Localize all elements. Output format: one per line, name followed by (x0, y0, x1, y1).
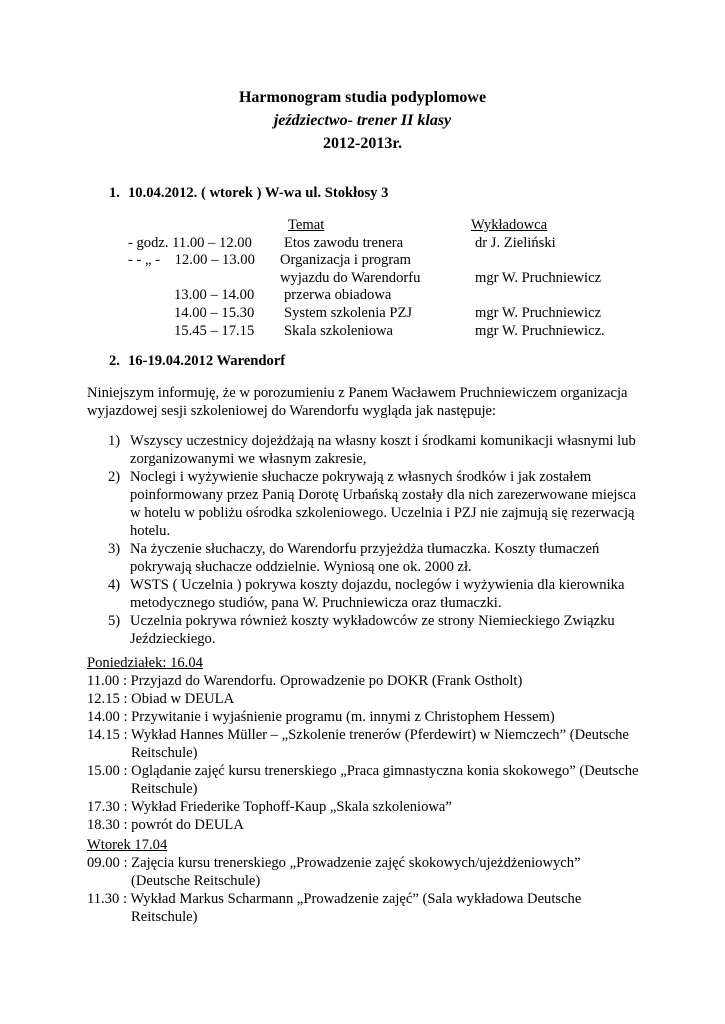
event-text: 12.15 : Obiad w DEULA (87, 691, 235, 707)
list-item-number: 5) (108, 613, 121, 629)
row-topic: Skala szkoleniowa (284, 322, 394, 339)
list-item-text: WSTS ( Uczelnia ) pokrywa koszty dojazdu, noclegów i wyżywienia dla kierownika metodycznego studiów, pana W. Pruchniewicza oraz tłumaczki. (130, 577, 625, 611)
row-lecturer: mgr W. Pruchniewicz (475, 269, 602, 286)
header-topic: Temat (288, 217, 325, 233)
row-time: - godz. 11.00 – 12.00 (128, 234, 252, 251)
list-item (87, 540, 647, 576)
day-heading: Poniedziałek: 16.04 (87, 655, 203, 671)
row-topic: wyjazdu do Warendorfu (280, 269, 421, 286)
row-lecturer: dr J. Zieliński (475, 234, 556, 251)
row-topic: przerwa obiadowa (284, 287, 392, 304)
list-item (87, 468, 647, 540)
event-continuation: Reitschule) (131, 745, 198, 761)
list-item (87, 576, 647, 612)
event-entry (87, 690, 657, 708)
event-text: 14.00 : Przywitanie i wyjaśnienie programu (m. innymi z Christophem Hessem) (87, 709, 555, 725)
list-item-number: 3) (108, 541, 121, 557)
title-line-2: jeździectwo- trener II klasy (273, 112, 452, 129)
row-lecturer: mgr W. Pruchniewicz (475, 304, 602, 321)
list-item-text: Noclegi i wyżywienie słuchacze pokrywają z własnych środków i jak zostałem poinformowany przez Panią Dorotę Urbańską zostały dla nich zarezerwowane miejsca w hotelu w pobliżu ośrodka szkoleniowego. Uczelnia i PZJ nie zajmują się rezerwacją hotelu. (130, 469, 637, 539)
row-time: - - „ - 12.00 – 13.00 (128, 252, 255, 269)
tuesday-schedule (87, 836, 657, 926)
event-text: 18.30 : powrót do DEULA (87, 817, 244, 833)
event-text: 11.30 : Wykład Markus Scharmann „Prowadzenie zajęć” (Sala wykładowa Deutsche (87, 891, 582, 907)
schedule-row (128, 234, 648, 252)
header-lecturer: Wykładowca (471, 217, 548, 233)
section-title: 16-19.04.2012 Warendorf (128, 353, 286, 369)
schedule-table (128, 216, 648, 339)
event-text: 09.00 : Zajęcia kursu trenerskiego „Prowadzenie zajęć skokowych/ujeżdżeniowych” (87, 855, 581, 871)
event-entry (87, 708, 657, 726)
event-text: 15.00 : Oglądanie zajęć kursu trenerskiego „Praca gimnastyczna konia skokowego” (Deutsche (87, 763, 639, 779)
event-entry (87, 762, 657, 798)
list-item (87, 612, 647, 648)
section-number: 1. (109, 185, 120, 201)
list-item-number: 4) (108, 577, 121, 593)
schedule-row (128, 304, 648, 322)
event-continuation: (Deutsche Reitschule) (131, 873, 261, 889)
monday-schedule (87, 654, 657, 834)
row-time: 13.00 – 14.00 (174, 287, 255, 304)
event-entry (87, 672, 657, 690)
event-text: 11.00 : Przyjazd do Warendorfu. Oprowadzenie po DOKR (Frank Ostholt) (87, 673, 523, 689)
row-time: 15.45 – 17.15 (174, 322, 255, 339)
event-entry (87, 854, 657, 890)
event-entry (87, 890, 657, 926)
schedule-row (128, 322, 648, 340)
intro-paragraph: Niniejszym informuję, że w porozumieniu z Panem Wacławem Pruchniewiczem organizacja wyjazdowej sesji szkoleniowej do Warendorfu wygląda jak następuje: (87, 385, 628, 419)
list-item-number: 1) (108, 433, 121, 449)
section-number: 2. (109, 353, 120, 369)
list-item-text: Na życzenie słuchaczy, do Warendorfu przyjeżdża tłumaczka. Koszty tłumaczeń pokrywają słuchacze oddzielnie. Wyniosą one ok. 2000 zł. (130, 541, 600, 575)
list-item-text: Wszyscy uczestnicy dojeżdżają na własny koszt i środkami komunikacji własnymi lub zorganizowanymi we własnym zakresie, (130, 433, 636, 467)
schedule-row (128, 286, 648, 304)
title-line-1: Harmonogram studia podyplomowe (238, 89, 487, 106)
row-time: 14.00 – 15.30 (174, 304, 255, 321)
row-lecturer: mgr W. Pruchniewicz. (475, 322, 605, 339)
section-title: 10.04.2012. ( wtorek ) W-wa ul. Stokłosy 3 (128, 185, 389, 201)
list-item-text: Uczelnia pokrywa również koszty wykładowców ze strony Niemieckiego Związku Jeździeckiego. (130, 613, 615, 647)
event-continuation: Reitschule) (131, 781, 198, 797)
document-title (0, 86, 725, 155)
row-topic: Organizacja i program (280, 252, 412, 269)
schedule-header (128, 216, 648, 234)
list-item (87, 432, 647, 468)
schedule-row (128, 251, 648, 269)
schedule-row (128, 269, 648, 287)
row-topic: Etos zawodu trenera (284, 234, 404, 251)
event-entry (87, 816, 657, 834)
title-line-3: 2012-2013r. (323, 135, 402, 152)
event-entry (87, 798, 657, 816)
day-heading: Wtorek 17.04 (87, 837, 168, 853)
arrangements-list (87, 432, 647, 648)
list-item-number: 2) (108, 469, 121, 485)
event-continuation: Reitschule) (131, 909, 198, 925)
event-text: 14.15 : Wykład Hannes Müller – „Szkolenie trenerów (Pferdewirt) w Niemczech” (Deutsche (87, 727, 629, 743)
row-topic: System szkolenia PZJ (284, 304, 413, 321)
event-text: 17.30 : Wykład Friederike Tophoff-Kaup „Skala szkoleniowa” (87, 799, 452, 815)
event-entry (87, 726, 657, 762)
